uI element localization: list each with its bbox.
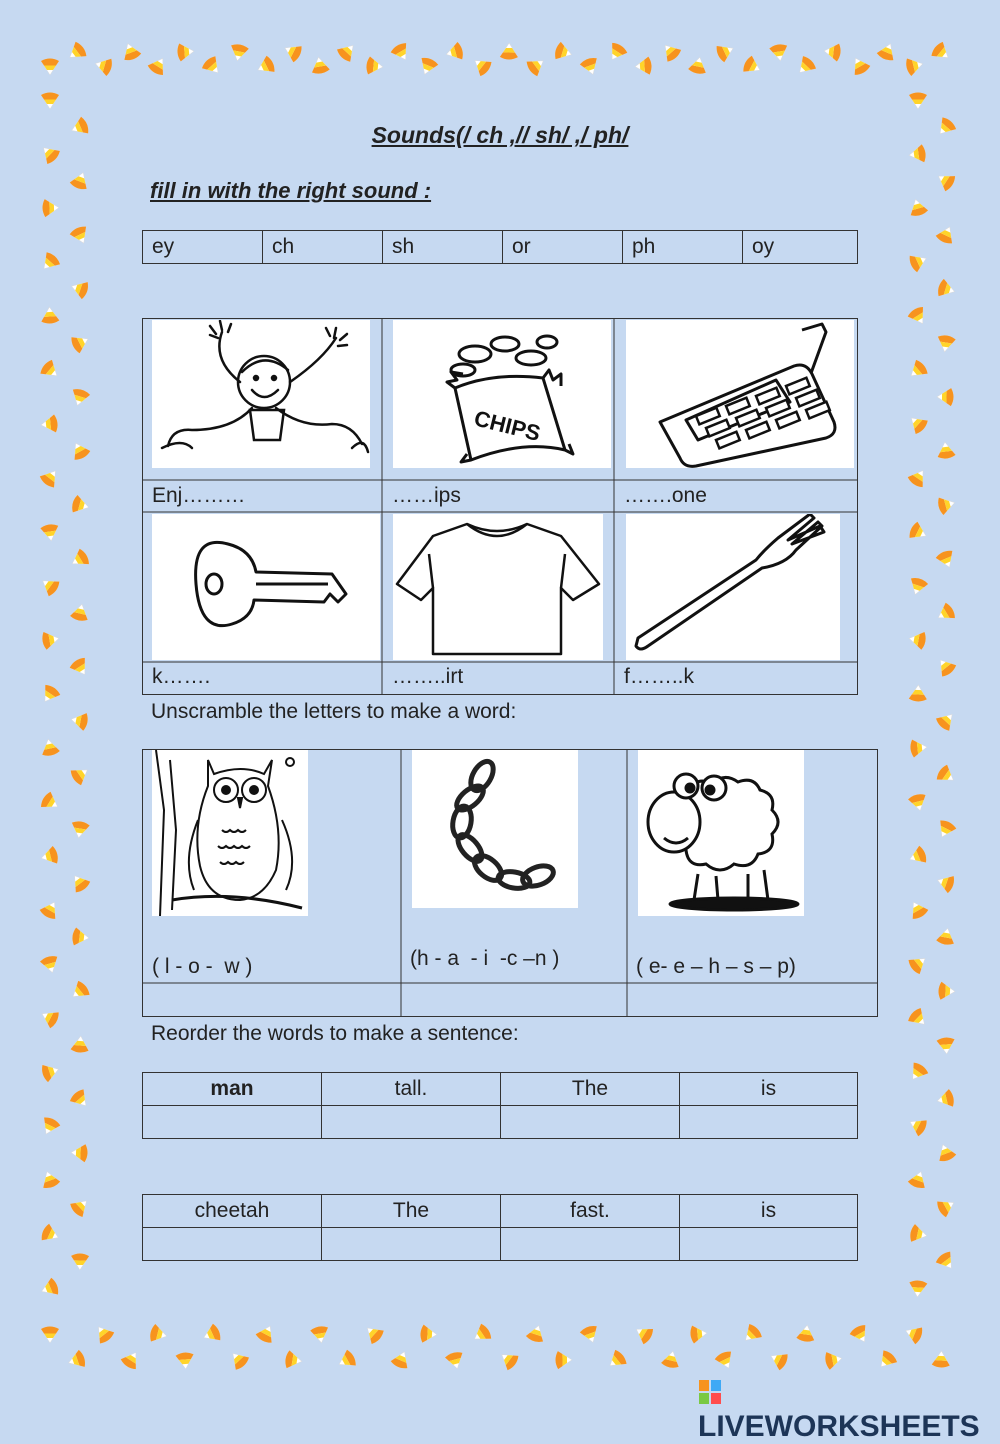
fork-picture	[626, 514, 840, 660]
sheep-letters: ( e- e – h – s – p)	[636, 955, 796, 978]
candy-corn-icon	[41, 93, 59, 110]
key-picture	[152, 514, 380, 660]
candy-corn-icon	[690, 1324, 708, 1344]
candy-corn-icon	[932, 1351, 951, 1368]
candy-corn-icon	[935, 549, 958, 571]
candy-corn-icon	[909, 93, 927, 110]
chips-label: ……ips	[392, 484, 461, 507]
candy-corn-icon	[910, 738, 928, 758]
sheep-icon	[638, 750, 804, 916]
sentence-1-answer-1[interactable]	[143, 1106, 322, 1139]
fork-icon	[626, 514, 840, 660]
sentence-1-table	[142, 1072, 858, 1139]
sentence-1-word-is: is	[680, 1073, 858, 1106]
candy-corn-icon	[68, 439, 92, 462]
reorder-instruction: Reorder the words to make a sentence:	[151, 1022, 519, 1045]
candy-corn-icon	[934, 818, 958, 841]
candy-corn-icon	[68, 656, 92, 680]
candy-corn-icon	[310, 56, 331, 75]
liveworksheets-logo[interactable]	[698, 1376, 1000, 1444]
enjoy-label: Enj………	[152, 484, 246, 507]
candy-corn-icon	[909, 685, 928, 702]
candy-corn-icon	[177, 42, 195, 61]
candy-corn-icon	[936, 334, 956, 353]
sentence-2-word-fast: fast.	[501, 1195, 680, 1228]
candy-corn-icon	[579, 1324, 602, 1346]
candy-corn-icon	[200, 54, 224, 78]
candy-corn-icon	[525, 1323, 547, 1344]
word-bank-oy: oy	[743, 231, 858, 264]
candy-corn-icon	[908, 1280, 927, 1298]
candy-corn-icon	[416, 56, 439, 78]
phone-icon	[626, 320, 854, 468]
candy-corn-icon	[146, 54, 170, 78]
candy-corn-icon	[934, 601, 957, 625]
candy-corn-icon	[935, 872, 956, 894]
candy-corn-icon	[823, 42, 842, 62]
candy-corn-icon	[934, 708, 958, 732]
sentence-1-word-man: man	[143, 1073, 322, 1106]
candy-corn-icon	[38, 1277, 60, 1300]
owl-picture	[152, 750, 308, 916]
candy-corn-icon	[255, 1322, 279, 1345]
candy-corn-icon	[796, 1324, 816, 1343]
candy-corn-icon	[935, 763, 959, 787]
candy-corn-icon	[38, 358, 62, 382]
liveworksheets-text: LIVEWORKSHEETS	[698, 1410, 980, 1443]
phone-label: …….one	[624, 484, 707, 507]
candy-corn-icon	[281, 40, 304, 64]
candy-corn-icon	[67, 979, 91, 1003]
candy-corn-icon	[525, 53, 549, 77]
jumping-boy-icon	[152, 320, 370, 468]
candy-corn-icon	[38, 1006, 61, 1030]
chain-icon	[412, 750, 578, 908]
candy-corn-icon	[874, 1348, 898, 1372]
key-label: k…….	[152, 665, 211, 688]
candy-corn-icon	[936, 926, 957, 946]
candy-corn-icon	[496, 1347, 520, 1371]
candy-corn-icon	[908, 144, 927, 164]
candy-corn-icon	[39, 954, 61, 975]
candy-corn-icon	[40, 523, 60, 542]
candy-corn-icon	[906, 898, 930, 921]
candy-corn-icon	[902, 1322, 924, 1345]
candy-corn-icon	[444, 41, 465, 63]
candy-corn-icon	[420, 1324, 438, 1343]
candy-corn-icon	[42, 199, 59, 218]
candy-corn-icon	[71, 1253, 89, 1270]
candy-corn-icon	[68, 547, 91, 571]
candy-corn-icon	[66, 1349, 87, 1371]
page-title: Sounds(/ ch ,// sh/ ,/ ph/	[371, 122, 629, 148]
liveworksheets-badge-icon	[698, 1379, 722, 1405]
candy-corn-icon	[906, 1114, 929, 1138]
candy-corn-icon	[200, 1323, 222, 1346]
candy-corn-icon	[938, 982, 955, 1001]
chips-text: CHIPS	[471, 405, 544, 446]
candy-corn-icon	[936, 278, 957, 300]
candy-corn-icon	[553, 41, 574, 63]
candy-corn-icon	[254, 55, 277, 78]
candy-corn-icon	[40, 414, 58, 434]
candy-corn-icon	[934, 169, 958, 193]
chain-picture	[412, 750, 578, 908]
candy-corn-icon	[555, 1351, 572, 1369]
candy-corn-icon	[37, 573, 61, 597]
jumping-boy-picture	[152, 320, 370, 468]
sentence-1-answer-4[interactable]	[680, 1106, 858, 1139]
sentence-2-table	[142, 1194, 858, 1261]
candy-corn-icon	[39, 737, 60, 757]
candy-corn-icon	[907, 1168, 930, 1190]
candy-corn-icon	[634, 56, 652, 75]
candy-corn-icon	[71, 1144, 88, 1163]
candy-corn-icon	[389, 41, 413, 64]
candy-corn-icon	[905, 55, 925, 76]
candy-corn-icon	[605, 41, 629, 65]
candy-corn-icon	[70, 1035, 89, 1053]
candy-corn-icon	[469, 53, 493, 77]
candy-corn-icon	[310, 1325, 331, 1344]
sentence-1-answer-3[interactable]	[501, 1106, 680, 1139]
candy-corn-icon	[909, 1224, 929, 1245]
candy-corn-icon	[632, 1322, 656, 1346]
candy-corn-icon	[907, 793, 928, 813]
word-bank-ph: ph	[623, 231, 743, 264]
word-bank-ey: ey	[143, 231, 263, 264]
candy-corn-icon	[936, 1037, 955, 1055]
candy-corn-icon	[793, 54, 817, 78]
candy-corn-icon	[38, 898, 62, 921]
candy-corn-icon	[361, 1321, 385, 1345]
candy-corn-icon	[68, 1194, 92, 1218]
candy-corn-icon	[739, 1322, 763, 1346]
candy-corn-icon	[905, 1061, 929, 1085]
candy-corn-icon	[444, 1350, 466, 1371]
candy-corn-icon	[714, 1349, 737, 1372]
candy-corn-icon	[69, 387, 91, 408]
candy-corn-icon	[935, 1195, 958, 1219]
owl-answer-field[interactable]	[143, 984, 400, 1016]
candy-corn-icon	[175, 1352, 194, 1370]
candy-corn-icon	[935, 1089, 955, 1110]
sheep-answer-field[interactable]	[628, 984, 877, 1016]
candy-corn-icon	[38, 683, 62, 707]
candy-corn-icon	[714, 40, 737, 63]
candy-corn-icon	[68, 116, 90, 139]
candy-corn-icon	[604, 1348, 628, 1372]
candy-corn-icon	[335, 1348, 358, 1372]
chain-letters: (h - a - i -c –n )	[410, 947, 560, 970]
candy-corn-icon	[848, 54, 872, 77]
chips-bag-picture	[393, 320, 611, 468]
candy-corn-icon	[905, 358, 929, 382]
candy-corn-icon	[284, 1350, 303, 1370]
sentence-2-answer-1[interactable]	[143, 1228, 322, 1261]
candy-corn-icon	[907, 250, 929, 273]
unscramble-instruction: Unscramble the letters to make a word:	[151, 700, 517, 723]
candy-corn-icon	[64, 40, 88, 64]
fork-label: f……..k	[624, 665, 695, 688]
fill-in-instruction: fill in with the right sound :	[150, 178, 432, 203]
candy-corn-icon	[930, 40, 954, 64]
candy-corn-icon	[149, 1323, 169, 1344]
word-bank-sh: sh	[383, 231, 503, 264]
candy-corn-icon	[933, 654, 957, 678]
chain-answer-field[interactable]	[402, 984, 626, 1016]
candy-corn-icon	[119, 1348, 143, 1372]
candy-corn-icon	[935, 223, 958, 246]
candy-corn-icon	[848, 1323, 872, 1346]
sentence-2-answer-2[interactable]	[322, 1228, 501, 1261]
candy-corn-icon	[41, 630, 60, 651]
shirt-icon	[393, 514, 603, 660]
candy-corn-icon	[688, 55, 709, 75]
candy-corn-icon	[908, 630, 927, 651]
candy-corn-icon	[906, 466, 930, 490]
candy-corn-icon	[69, 331, 92, 355]
candy-corn-icon	[741, 55, 764, 79]
candy-corn-icon	[69, 762, 93, 786]
candy-corn-icon	[769, 43, 789, 62]
owl-icon	[152, 750, 308, 916]
candy-corn-icon	[39, 1223, 61, 1246]
candy-corn-icon	[905, 411, 929, 435]
candy-corn-icon	[936, 441, 956, 460]
candy-corn-icon	[936, 494, 957, 516]
candy-corn-icon	[500, 43, 518, 60]
sentence-2-answer-3[interactable]	[501, 1228, 680, 1261]
candy-corn-icon	[38, 465, 62, 489]
candy-corn-icon	[906, 845, 928, 868]
sentence-1-word-tall: tall.	[322, 1073, 501, 1106]
sentence-1-answer-2[interactable]	[322, 1106, 501, 1139]
candy-corn-icon	[824, 1349, 844, 1370]
sentence-2-answer-4[interactable]	[680, 1228, 858, 1261]
candy-corn-icon	[335, 39, 359, 63]
candy-corn-icon	[71, 927, 90, 947]
sheep-picture	[638, 750, 804, 916]
candy-corn-icon	[40, 306, 59, 324]
owl-letters: ( l - o - w )	[152, 955, 253, 978]
candy-corn-icon	[93, 55, 114, 77]
word-bank-ch: ch	[263, 231, 383, 264]
candy-corn-icon	[41, 1327, 59, 1344]
candy-corn-icon	[69, 710, 89, 731]
sentence-2-word-cheetah: cheetah	[143, 1195, 322, 1228]
candy-corn-icon	[933, 115, 957, 139]
candy-corn-icon	[906, 305, 930, 329]
candy-corn-icon	[67, 870, 91, 894]
candy-corn-icon	[366, 56, 384, 76]
candy-corn-icon	[579, 56, 602, 78]
candy-corn-icon	[226, 1347, 250, 1371]
candy-corn-icon	[390, 1348, 413, 1370]
candy-corn-icon	[934, 1141, 957, 1163]
candy-corn-icon	[68, 1087, 92, 1111]
candy-corn-icon	[907, 521, 930, 544]
candy-corn-icon	[937, 388, 954, 406]
candy-corn-icon	[876, 40, 899, 62]
candy-corn-icon	[69, 278, 90, 300]
sentence-2-word-is: is	[680, 1195, 858, 1228]
candy-corn-icon	[39, 790, 63, 814]
chips-bag-icon	[393, 320, 611, 468]
candy-corn-icon	[907, 951, 931, 975]
sentence-1-word-the: The	[501, 1073, 680, 1106]
candy-corn-icon	[69, 169, 92, 191]
sentence-2-word-the: The	[322, 1195, 501, 1228]
unscramble-grid	[142, 749, 878, 1017]
candy-corn-icon	[37, 250, 61, 274]
candy-corn-icon	[658, 39, 682, 63]
candy-corn-icon	[70, 602, 91, 622]
candy-corn-icon	[119, 40, 142, 62]
shirt-label: ……..irt	[392, 665, 464, 688]
candy-corn-icon	[39, 845, 59, 866]
sound-picture-grid	[142, 318, 858, 695]
candy-corn-icon	[661, 1349, 682, 1369]
key-icon	[152, 514, 380, 660]
candy-corn-icon	[907, 197, 929, 218]
candy-corn-icon	[38, 1115, 61, 1138]
word-bank-or: or	[503, 231, 623, 264]
candy-corn-icon	[906, 1006, 930, 1030]
candy-corn-icon	[70, 820, 90, 839]
candy-corn-icon	[37, 141, 61, 165]
candy-corn-icon	[767, 1348, 790, 1372]
candy-corn-icon	[69, 224, 92, 247]
candy-corn-icon	[470, 1322, 494, 1346]
candy-corn-icon	[70, 494, 91, 516]
candy-corn-icon	[38, 1168, 61, 1190]
candy-corn-icon	[91, 1321, 115, 1345]
phone-picture	[626, 320, 854, 468]
candy-corn-icon	[41, 59, 59, 76]
shirt-picture	[393, 514, 603, 660]
word-bank	[142, 230, 858, 264]
candy-corn-icon	[228, 43, 249, 63]
candy-corn-icon	[40, 1061, 61, 1083]
candy-corn-icon	[934, 1250, 958, 1274]
candy-corn-icon	[907, 576, 929, 597]
